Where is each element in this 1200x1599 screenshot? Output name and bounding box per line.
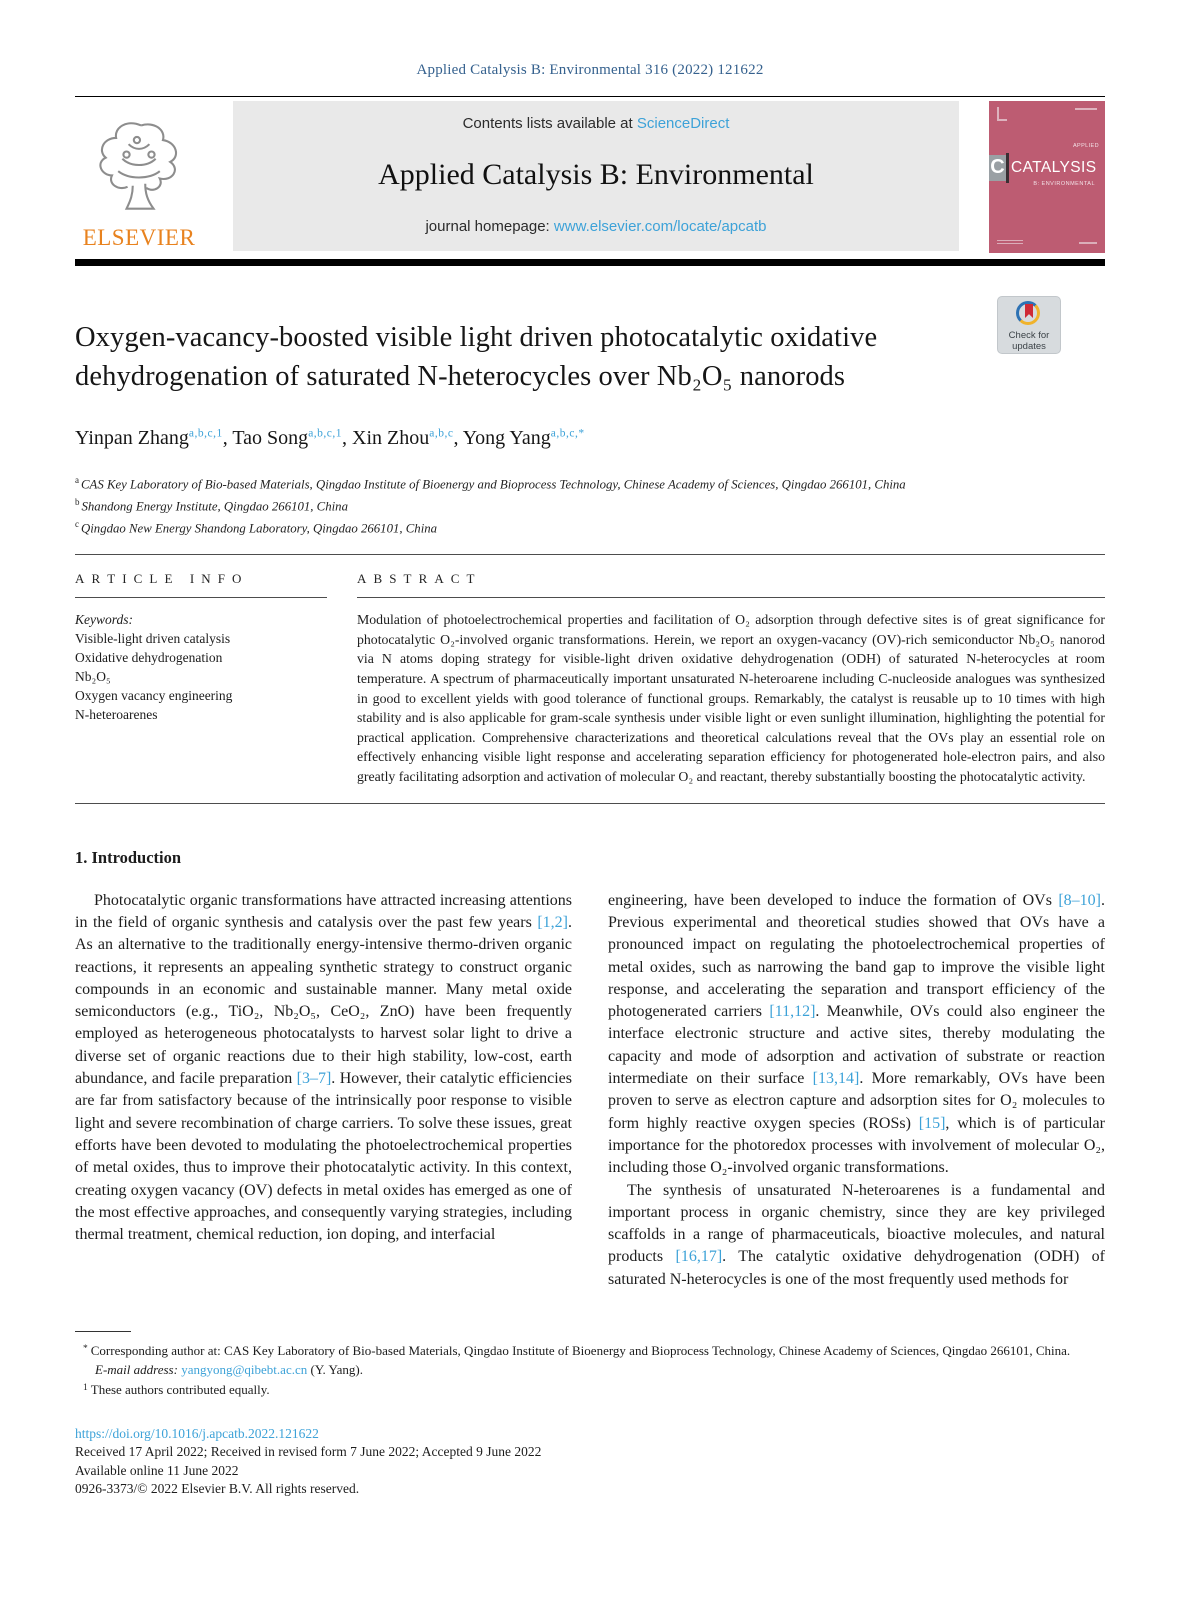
keyword-item: Oxygen vacancy engineering (75, 688, 233, 704)
author-name: Yong Yang (462, 427, 551, 449)
elsevier-logo (75, 101, 203, 253)
author-name: Xin Zhou (352, 427, 430, 449)
citation-link[interactable]: [3–7] (296, 1070, 332, 1088)
check-badge-label: Check for updates (1008, 330, 1050, 352)
keyword-item: Nb₂O₅ (75, 669, 111, 685)
author-separator: , (222, 427, 233, 449)
citation-link[interactable]: [8–10] (1058, 891, 1101, 909)
masthead-divider-bar (75, 259, 1105, 266)
article-info-column (75, 555, 357, 786)
intro-paragraph: The synthesis of unsaturated N-heteroarenes is a fundamental and important process in organic chemistry, since they are key privileged scaffolds in a range of pharmaceuticals, bioactive molecules, and natural products [16,17]. The catalytic oxidative dehydrogenation (ODH) of saturated N-heterocycles is one of the most frequently used methods for (608, 1181, 1105, 1288)
author-separator: , (342, 427, 353, 449)
author-separator: , (453, 427, 463, 449)
equal-contribution-footnote (75, 1379, 1105, 1399)
citation-link[interactable]: [13,14] (812, 1070, 860, 1088)
keyword-item: Oxidative dehydrogenation (75, 650, 223, 666)
contents-line (463, 115, 730, 132)
journal-citation-header: Applied Catalysis B: Environmental 316 (2022) 121622 (416, 62, 764, 78)
email-suffix: (Y. Yang). (307, 1361, 363, 1377)
cover-issue-text (1075, 108, 1097, 110)
article-info-heading: A R T I C L E I N F O (75, 555, 327, 598)
cover-divider-bar (1006, 153, 1009, 183)
abstract-text: Modulation of photoelectrochemical properties and facilitation of O₂ adsorption through defective sites is of great significance for photocatalytic O₂-involved organic transformations. Herein, we report an oxygen-vacancy (OV)-rich semiconductor Nb₂O₅ nanorod via N atoms doping strategy for visible-light driven oxidative dehydrogenation (ODH) of saturated N-heterocycles at room temperature. A spectrum of pharmaceutically important unsaturated N-heteroarene including C-nucleoside analogues was synthesized in good to excellent yields with good tolerance of functional groups. Remarkably, the catalyst is reusable up to 10 times with high stability and is also applicable for gram-scale synthesis under visible light or even sunlight illumination, highlighting the potential for practical application. Comprehensive characterizations and theoretical calculations reveal that the OVs play an essential role on effectively enhancing visible light response and accelerating separation efficiency for photogenerated hole-electron pairs, and also greatly facilitating adsorption and activation of molecular O₂ and reactant, thereby substantially boosting the photocatalytic activity. (357, 612, 1105, 785)
author-name: Yinpan Zhang (75, 427, 189, 449)
footnote-marker: * (83, 1343, 88, 1354)
page-content (75, 0, 1105, 1499)
intro-right-column (608, 890, 1105, 1291)
issn-copyright: 0926-3373/© 2022 Elsevier B.V. All rights reserved. (75, 1481, 360, 1497)
introduction-body (75, 890, 1105, 1291)
keywords-label: Keywords: (75, 612, 133, 628)
corresponding-author-footnote (75, 1340, 1105, 1360)
cover-mini-logo (997, 107, 1007, 121)
journal-homepage-link[interactable]: www.elsevier.com/locate/apcatb (553, 218, 767, 235)
citation-link[interactable]: [1,2] (537, 913, 568, 931)
cover-applied-label: APPLIED (1072, 143, 1099, 149)
elsevier-wordmark: ELSEVIER (82, 225, 196, 250)
contents-prefix: Contents lists available at (462, 115, 637, 132)
author-affil-sup: a,b,c (429, 427, 454, 440)
info-abstract-block (75, 555, 1105, 786)
paper-title: Oxygen-vacancy-boosted visible light driven photocatalytic oxidative dehydrogenation of saturated N-heterocycles over Nb₂O₅ nanorods (75, 322, 878, 392)
sciencedirect-link[interactable]: ScienceDirect (636, 115, 730, 132)
author-name: Tao Song (232, 427, 309, 449)
masthead-panel (233, 101, 959, 251)
footnote-marker: 1 (83, 1382, 88, 1393)
section-divider (75, 803, 1105, 804)
crossmark-icon (1016, 301, 1042, 327)
citation-link[interactable]: [11,12] (769, 1003, 816, 1021)
doi-link[interactable]: https://doi.org/10.1016/j.apcatb.2022.121622 (75, 1425, 319, 1441)
cover-title-band (989, 153, 1105, 183)
publication-details (75, 1425, 1105, 1499)
intro-left-column (75, 890, 572, 1291)
affiliation-list (75, 472, 1105, 537)
keyword-item: Visible-light driven catalysis (75, 631, 231, 647)
elsevier-tree-icon (87, 112, 191, 223)
author-affil-sup: a,b,c,* (550, 427, 585, 440)
author-list (75, 427, 1105, 450)
available-online: Available online 11 June 2022 (75, 1462, 239, 1478)
keyword-item: N-heteroarenes (75, 707, 158, 723)
journal-cover-thumbnail (989, 101, 1105, 253)
introduction-heading: 1. Introduction (75, 847, 182, 867)
citation-link[interactable]: [16,17] (675, 1248, 723, 1266)
abstract-heading: A B S T R A C T (357, 555, 1105, 598)
affiliation-item: $^a$ CAS Key Laboratory of Bio-based Materials, Qingdao Institute of Bioenergy and Bioprocess Technology, Chinese Academy of Sciences, Qingdao 266101, China (75, 475, 906, 492)
footnote-divider (75, 1331, 131, 1332)
homepage-line (425, 218, 766, 235)
abstract-column (357, 555, 1105, 786)
cover-main-title: CATALYSIS (1011, 159, 1097, 176)
received-dates: Received 17 April 2022; Received in revised form 7 June 2022; Accepted 9 June 2022 (75, 1444, 542, 1460)
author-affil-sup: a,b,c,1 (188, 427, 223, 440)
author-affil-sup: a,b,c,1 (308, 427, 343, 440)
cover-footer-right (1079, 242, 1097, 244)
footnotes-block (75, 1340, 1105, 1399)
affiliation-item: $^b$ Shandong Energy Institute, Qingdao 266101, China (75, 496, 348, 514)
journal-masthead (75, 96, 1105, 253)
footnote-text: Corresponding author at: CAS Key Laboratory of Bio-based Materials, Qingdao Institute of Bioenergy and Bioprocess Technology, Chinese Academy of Sciences, Qingdao 266101, China. (90, 1342, 1071, 1358)
intro-paragraph: Photocatalytic organic transformations have attracted increasing attentions in the field of organic synthesis and catalysis over the past few years [1,2]. As an alternative to the traditionally energy-intensive thermo-driven organic reactions, it represents an appealing synthetic strategy to construct organic compounds in an economic and sustainable manner. Many metal oxide semiconductors (e.g., TiO₂, Nb₂O₅, CeO₂, ZnO) have been frequently employed as heterogeneous photocatalysts to harvest solar light to drive a diverse set of organic reactions due to their high stability, low-cost, earth abundance, and facile preparation [3–7]. However, their catalytic efficiencies are far from satisfactory because of the intrinsically poor response to visible light and severe recombination of charge carriers. To solve these issues, great efforts have been devoted to modulating the photoelectrochemical properties of metal oxides, thus to improve their photocatalytic activity. In this context, creating oxygen vacancy (OV) defects in metal oxides has emerged as one of the most effective approaches, and consequently varying strategies, including thermal treatment, chemical reduction, ion doping, and interfacial (75, 891, 572, 1244)
cover-subtitle: B: ENVIRONMENTAL (1033, 181, 1095, 187)
citation-link[interactable]: [15] (918, 1114, 946, 1132)
cover-letter: C (989, 155, 1006, 181)
footnote-text: These authors contributed equally. (90, 1381, 270, 1397)
email-footnote (75, 1360, 1105, 1379)
cover-footer-left (997, 240, 1023, 244)
keywords-block (75, 610, 327, 724)
affiliation-item: $^c$ Qingdao New Energy Shandong Laboratory, Qingdao 266101, China (75, 518, 438, 535)
email-link[interactable]: yangyong@qibebt.ac.cn (181, 1361, 308, 1377)
check-for-updates-badge[interactable] (997, 296, 1061, 354)
email-label: E-mail address: (95, 1361, 178, 1377)
journal-title: Applied Catalysis B: Environmental (378, 158, 814, 191)
homepage-prefix: journal homepage: (425, 218, 554, 235)
intro-paragraph: engineering, have been developed to induce the formation of OVs [8–10]. Previous experimental and theoretical studies showed that OVs have a pronounced impact on regulating the photoelectrochemical properties of metal oxides, such as narrowing the band gap to improve the visible light response, and accelerating the separation and transport efficiency of the photogenerated carriers [11,12]. Meanwhile, OVs could also engineer the interface electronic structure and active sites, thereby modulating the capacity and mode of adsorption and activation of substrate or reaction intermediate on their surface [13,14]. More remarkably, OVs have been proven to serve as electron capture and adsorption sites for O₂ molecules to form highly reactive oxygen species (ROSs) [15], which is of particular importance for the photoredox processes with involvement of molecular O₂, including those O₂-involved organic transformations. (608, 891, 1105, 1177)
